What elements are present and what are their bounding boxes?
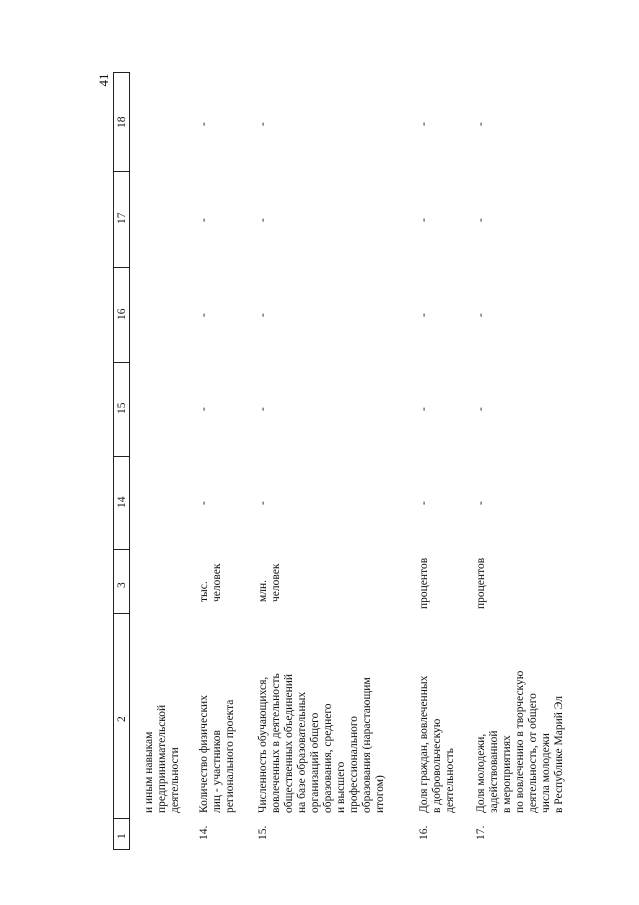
row-14-value-18: - xyxy=(198,122,210,126)
row-16-value-17: - xyxy=(418,218,430,222)
row-14-name-line-2: лиц - участников xyxy=(211,730,223,813)
row-0-name-line-3: деятельности xyxy=(169,747,181,813)
row-15-value-15: - xyxy=(257,407,269,411)
row-17-value-14: - xyxy=(475,501,487,505)
header-sep-7 xyxy=(113,818,130,819)
row-15-name-line-6: образования, среднего xyxy=(322,703,334,813)
header-sep-5 xyxy=(113,549,130,550)
header-sep-2 xyxy=(113,267,130,268)
row-15-name-line-8: профессионального xyxy=(348,715,360,813)
row-17-unit xyxy=(475,558,488,609)
row-14-number: 14. xyxy=(198,825,210,840)
row-17-name-line-6: числа молодежи xyxy=(540,733,552,813)
column-header-18: 18 xyxy=(116,116,128,128)
row-16-name-line-2: в добровольческую xyxy=(431,718,443,813)
column-header-1: 1 xyxy=(116,833,128,839)
row-16-name-line-1: Доля граждан, вовлеченных xyxy=(418,675,430,813)
row-16-value-16: - xyxy=(418,313,430,317)
row-17-value-15: - xyxy=(475,407,487,411)
row-16-value-15: - xyxy=(418,407,430,411)
row-15-name-line-4: на базе образовательных xyxy=(296,691,308,813)
row-15-name-line-3: общественных объединений xyxy=(283,673,295,813)
row-16-value-14: - xyxy=(418,501,430,505)
row-17-unit-line-1: процентов xyxy=(475,557,487,609)
row-17-value-17: - xyxy=(475,218,487,222)
row-17-value-16: - xyxy=(475,313,487,317)
row-15-unit-line-1: млн. xyxy=(257,579,269,602)
row-14-value-16: - xyxy=(198,313,210,317)
column-header-17: 17 xyxy=(116,212,128,224)
column-header-14: 14 xyxy=(116,496,128,508)
header-sep-4 xyxy=(113,456,130,457)
row-16-number: 16. xyxy=(418,825,430,840)
header-sep-6 xyxy=(113,613,130,614)
row-16-name xyxy=(418,676,457,813)
row-15-name-line-1: Численность обучающихся, xyxy=(257,676,269,813)
header-sep-3 xyxy=(113,362,130,363)
row-17-name-line-5: деятельность, от общего xyxy=(527,693,539,813)
row-14-name-line-3: регионального проекта xyxy=(224,699,236,813)
row-0-name-line-2: предпринимательской xyxy=(156,704,168,813)
table-border-right xyxy=(129,72,130,850)
header-sep-1 xyxy=(113,171,130,172)
row-15-unit xyxy=(257,564,283,602)
row-16-value-18: - xyxy=(418,122,430,126)
row-17-name-line-3: в мероприятиях xyxy=(501,735,513,813)
row-14-unit-line-2: человек xyxy=(211,563,223,602)
column-header-3: 3 xyxy=(116,582,128,588)
row-14-value-15: - xyxy=(198,407,210,411)
row-14-unit-line-1: тыс. xyxy=(198,581,210,602)
row-15-name-line-7: и высшего xyxy=(335,761,347,813)
row-16-unit xyxy=(418,558,431,609)
table-border-top xyxy=(113,72,130,73)
row-14-unit xyxy=(198,564,224,602)
row-17-name-line-4: по вовлечению в творческую xyxy=(514,670,526,813)
row-14-name-line-1: Количество физических xyxy=(198,695,210,813)
row-17-value-18: - xyxy=(475,122,487,126)
row-15-value-18: - xyxy=(257,122,269,126)
row-15-name-line-5: организаций общего xyxy=(309,712,321,813)
row-15-number: 15. xyxy=(257,825,269,840)
row-16-unit-line-1: процентов xyxy=(418,557,430,609)
table-border-left xyxy=(113,72,114,850)
row-17-name-line-7: в Республике Марий Эл xyxy=(553,696,565,813)
row-17-name xyxy=(475,671,566,813)
row-15-name-line-2: вовлеченных в деятельность xyxy=(270,673,282,813)
column-header-2: 2 xyxy=(116,716,128,722)
row-15-name xyxy=(257,673,387,813)
row-14-value-17: - xyxy=(198,218,210,222)
row-15-value-16: - xyxy=(257,313,269,317)
row-14-name xyxy=(198,695,237,813)
row-15-name-line-10: итогом) xyxy=(374,775,386,813)
row-0-name xyxy=(143,645,182,813)
row-15-unit-line-2: человек xyxy=(270,563,282,602)
row-14-value-14: - xyxy=(198,501,210,505)
row-15-value-17: - xyxy=(257,218,269,222)
row-16-name-line-3: деятельность xyxy=(444,748,456,813)
row-17-number: 17. xyxy=(475,825,487,840)
row-17-name-line-2: задействованной xyxy=(488,730,500,813)
column-header-15: 15 xyxy=(116,402,128,414)
table-border-bottom xyxy=(113,849,130,850)
row-17-name-line-1: Доля молодежи, xyxy=(475,733,487,813)
column-header-16: 16 xyxy=(116,308,128,320)
row-15-value-14: - xyxy=(257,501,269,505)
row-0-name-line-1: и иным навыкам xyxy=(143,731,155,813)
row-15-name-line-9: образования (нарастающим xyxy=(361,677,373,813)
page-number: 41 xyxy=(96,73,111,87)
